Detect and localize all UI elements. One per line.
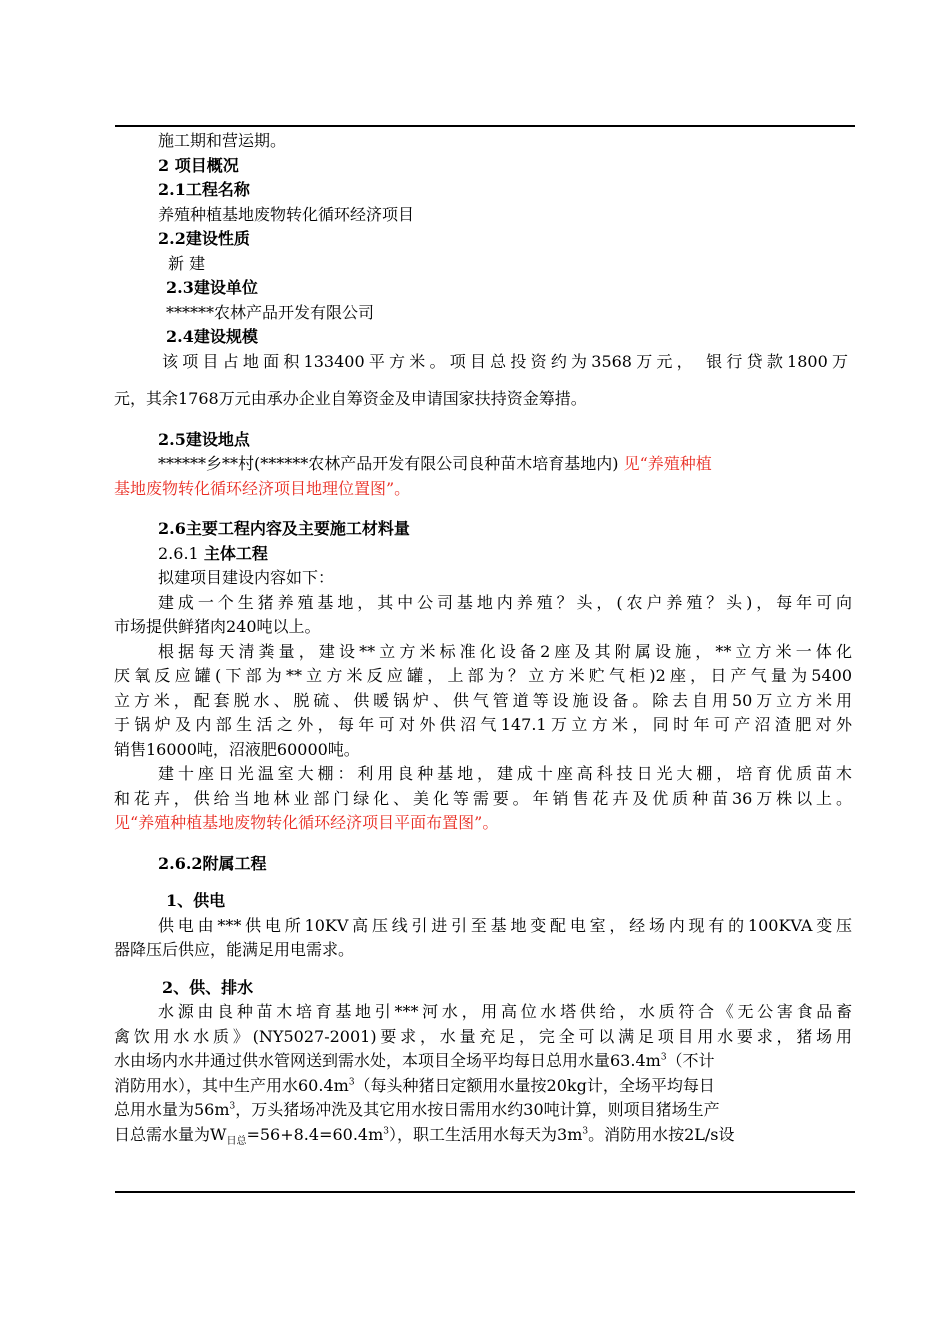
paragraph-line: 建成一个生猪养殖基地，其中公司基地内养殖？头，(农户养殖？头)，每年可向: [158, 592, 852, 612]
paragraph-line: [114, 1074, 848, 1099]
section-heading: 2 项目概况: [158, 155, 239, 175]
text-run: 消防用水），其中生产用水60.4m: [114, 1075, 349, 1095]
subsection-heading: 2.1工程名称: [158, 180, 250, 199]
figure-reference: 见“养殖种植: [623, 454, 712, 473]
paragraph-line: 器降压后供应，能满足用电需求。: [114, 940, 355, 959]
paragraph-line: 供电由***供电所10KV高压线引进引至基地变配电室，经场内现有的100KVA变压: [158, 915, 852, 935]
subsection-heading: 主体工程: [203, 543, 268, 563]
figure-reference: 见“养殖种植基地废物转化循环经济项目平面布置图”。: [114, 813, 499, 832]
text-run: （每头种猪日定额用水量按20kg计，全场平均每日: [354, 1075, 715, 1095]
paragraph-line: 建十座日光温室大棚：利用良种基地，建成十座高科技日光大棚，培育优质苗木: [158, 764, 852, 783]
paragraph-line: 根据每天清粪量，建设**立方米标准化设备2座及其附属设施，**立方米一体化: [158, 641, 852, 661]
paragraph-line: [114, 1049, 848, 1074]
paragraph-line: 立方米，配套脱水、脱硫、供暖锅炉、供气管道等设施设备。除去自用50万立方米用: [114, 690, 852, 710]
superscript: 3: [348, 1077, 355, 1088]
subsection-heading: 2.3建设单位: [166, 278, 258, 297]
paragraph-line: 市场提供鲜猪肉240吨以上。: [114, 617, 321, 636]
subsection-number: 2.6.1: [158, 543, 199, 563]
superscript: 3: [660, 1052, 667, 1063]
paragraph-line: 于锅炉及内部生活之外，每年可对外供沼气147.1万立方米，同时年可产沼渣肥对外: [114, 715, 852, 734]
document-body: [114, 129, 852, 1147]
text-run: ），职工生活用水每天为3m: [389, 1124, 583, 1144]
location-text: ******乡**村(******农林产品开发有限公司良种苗木培育基地内): [158, 454, 619, 473]
text-run: =56+8.4=60.4m: [246, 1124, 384, 1144]
paragraph-line: [114, 1098, 848, 1123]
text-run: 日总需水量为W: [114, 1124, 227, 1144]
header-rule: [115, 125, 855, 127]
subsection-heading: 2.5建设地点: [158, 429, 250, 449]
subsection-heading: 2.2建设性质: [158, 229, 250, 248]
text-run: 水由场内水井通过供水管网送到需水处，本项目全场平均每日总用水量63.4m: [114, 1051, 661, 1070]
item-heading: 2、供、排水: [162, 977, 254, 997]
paragraph-line: 禽饮用水水质》(NY5027-2001)要求，水量充足，完全可以满足项目用水要求，猪场用: [114, 1026, 852, 1046]
text-run: 。消防用水按2L/s设: [588, 1124, 735, 1144]
paragraph-line: 施工期和营运期。: [158, 131, 287, 150]
superscript: 3: [582, 1126, 589, 1137]
text-run: ，万头猪场冲洗及其它用水按日需用水约30吨计算，则项目猪场生产: [235, 1100, 720, 1119]
paragraph-line: 和花卉，供给当地林业部门绿化、美化等需要。年销售花卉及优质种苗36万株以上。: [114, 788, 852, 808]
figure-reference: 基地废物转化循环经济项目地理位置图”。: [114, 478, 411, 498]
subsection-heading: 2.6主要工程内容及主要施工材料量: [158, 519, 410, 538]
paragraph-line: 厌氧反应罐(下部为**立方米反应罐，上部为？立方米贮气柜)2座，日产气量为5400: [114, 666, 852, 685]
construction-type: 新 建: [168, 253, 206, 273]
paragraph-line: 该项目占地面积133400平方米。项目总投资约为3568万元， 银行贷款1800万: [162, 351, 848, 371]
superscript: 3: [383, 1126, 390, 1137]
paragraph-line: 元，其余1768万元由承办企业自筹资金及申请国家扶持资金筹措。: [114, 389, 587, 408]
text-run: 总用水量为56m: [114, 1100, 230, 1119]
footer-rule: [115, 1191, 855, 1193]
paragraph-line: 水源由良种苗木培育基地引***河水，用高位水塔供给，水质符合《无公害食品畜: [158, 1002, 852, 1021]
company-name: ******农林产品开发有限公司: [166, 302, 375, 322]
superscript: 3: [229, 1101, 236, 1112]
paragraph-line: 拟建项目建设内容如下：: [158, 568, 335, 587]
paragraph-line: [114, 1123, 848, 1148]
item-heading: 1、供电: [166, 891, 226, 910]
project-name: 养殖种植基地废物转化循环经济项目: [158, 204, 415, 224]
subsection-heading: 2.6.2附属工程: [158, 853, 267, 873]
text-run: （不计: [666, 1051, 715, 1070]
subsection-heading: 2.4建设规模: [166, 327, 258, 346]
paragraph-line: 销售16000吨，沼液肥60000吨。: [114, 739, 360, 759]
subscript: 日总: [226, 1135, 247, 1147]
